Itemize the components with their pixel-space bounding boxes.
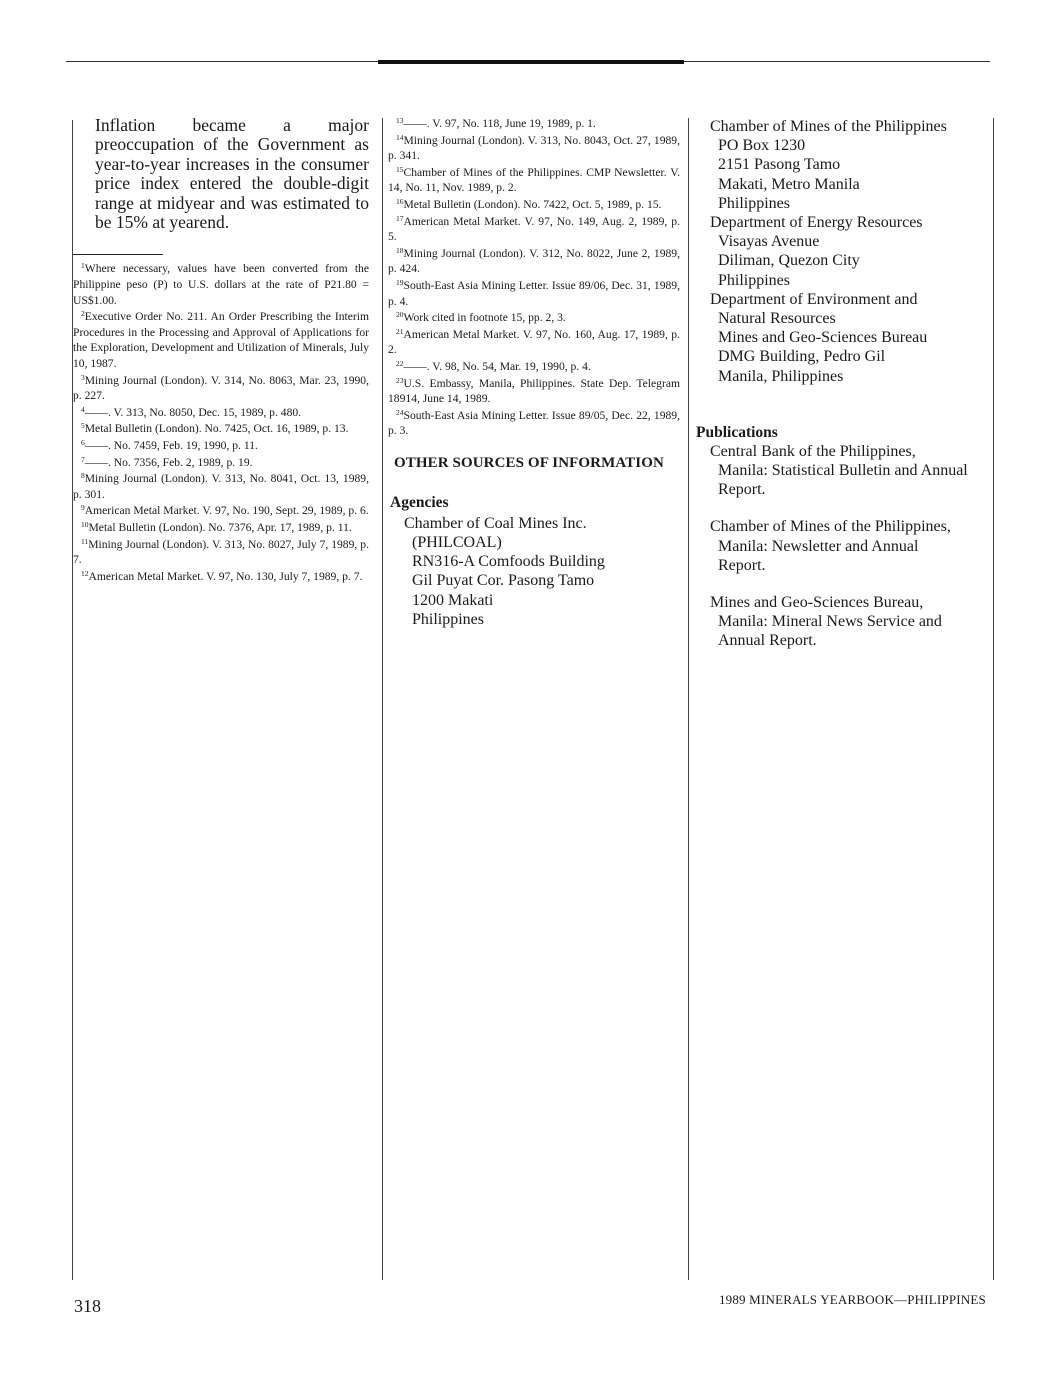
agency-entry — [404, 514, 680, 629]
footnote-number: 10 — [81, 519, 89, 529]
agency-entry-line: Manila, Philippines — [718, 367, 844, 385]
footnote-text: ——. No. 7356, Feb. 2, 1989, p. 19. — [84, 455, 253, 469]
footnote — [73, 373, 369, 404]
footnote — [388, 327, 680, 358]
agency-entry-line: Mines and Geo-Sciences Bureau — [718, 329, 928, 347]
publication-entry-line: Manila: Statistical Bulletin and Annual — [718, 462, 968, 480]
footnote — [388, 408, 680, 439]
publication-entry-line: Mines and Geo-Sciences Bureau, — [710, 594, 924, 612]
footnote-text: South-East Asia Mining Letter. Issue 89/05, Dec. 22, 1989, p. 3. — [388, 408, 680, 438]
footnote-text: Mining Journal (London). V. 313, No. 8043, Oct. 27, 1989, p. 341. — [388, 133, 680, 163]
footnote — [73, 569, 369, 585]
footnote-text: ——. No. 7459, Feb. 19, 1990, p. 11. — [84, 438, 258, 452]
agency-entry-line: RN316-A Comfoods Building — [412, 553, 605, 571]
footnote-number: 8 — [81, 471, 85, 481]
agency-entry-line: Philippines — [718, 194, 791, 212]
footnote-number: 18 — [396, 245, 404, 255]
footnote — [388, 278, 680, 309]
publication-entry-line: Chamber of Mines of the Philippines, — [710, 518, 951, 536]
footnote-number: 16 — [396, 196, 404, 206]
footnote-text: Mining Journal (London). V. 312, No. 8022, June 2, 1989, p. 424. — [388, 246, 680, 276]
footnote-number: 11 — [81, 536, 89, 546]
footnote — [73, 421, 369, 437]
footnote-number: 12 — [81, 568, 89, 578]
footnote-number: 21 — [396, 326, 404, 336]
footnote-number: 6 — [81, 437, 85, 447]
footnote — [388, 214, 680, 245]
agency-entry — [710, 213, 988, 290]
footnote — [388, 165, 680, 196]
footnote — [73, 438, 369, 454]
footnote — [388, 310, 680, 326]
footnote-number: 2 — [81, 309, 85, 319]
agency-list-right — [696, 117, 988, 386]
footnote — [73, 405, 369, 421]
agency-entry-line: (PHILCOAL) — [412, 534, 502, 552]
footnote — [73, 520, 369, 536]
footnote-number: 17 — [396, 213, 404, 223]
top-rule-accent — [378, 60, 684, 64]
agency-entry-line: Visayas Avenue — [718, 233, 820, 251]
footnotes-left — [73, 261, 369, 584]
footnote-text: Metal Bulletin (London). No. 7422, Oct. 5, 1989, p. 15. — [403, 197, 662, 211]
footnote-text: Work cited in footnote 15, pp. 2, 3. — [403, 311, 566, 325]
agency-entry — [710, 290, 988, 386]
footnote — [388, 359, 680, 375]
footnote-text: U.S. Embassy, Manila, Philippines. State Dep. Telegram 18914, June 14, 1989. — [388, 376, 680, 406]
running-footer: 1989 MINERALS YEARBOOK—PHILIPPINES — [718, 1292, 986, 1307]
footnote-text: American Metal Market. V. 97, No. 160, Aug. 17, 1989, p. 2. — [388, 327, 680, 357]
publications-heading: Publications — [696, 423, 778, 441]
publication-entry-line: Annual Report. — [718, 632, 817, 650]
footnote — [388, 133, 680, 164]
footnote-text: Executive Order No. 211. An Order Prescribing the Interim Procedures in the Processing and Approval of Applications for the Exploration, Development and Utilization of Minerals, July 10, 1987. — [73, 310, 369, 370]
footnote-separator — [73, 254, 163, 255]
publication-entry-line: Report. — [718, 481, 766, 499]
agency-entry-line: PO Box 1230 — [718, 137, 806, 155]
agency-entry-line: Chamber of Mines of the Philippines — [710, 118, 947, 135]
agency-entry-line: Natural Resources — [718, 310, 836, 328]
footnote-number: 5 — [81, 421, 85, 431]
column-right — [696, 117, 988, 669]
agency-entry — [710, 117, 988, 213]
footnote-number: 23 — [396, 375, 404, 385]
other-sources-heading: OTHER SOURCES OF INFORMATION — [394, 454, 664, 471]
column-divider-middle — [382, 118, 383, 1280]
agencies-heading: Agencies — [390, 493, 449, 511]
footnote-text: ——. V. 313, No. 8050, Dec. 15, 1989, p. 480. — [84, 405, 302, 419]
footnote-number: 14 — [396, 132, 404, 142]
footnote-text: Mining Journal (London). V. 314, No. 8063, Mar. 23, 1990, p. 227. — [73, 373, 369, 403]
page-number: 318 — [74, 1296, 101, 1316]
agency-entry-line: Chamber of Coal Mines Inc. — [404, 514, 587, 532]
agency-entry-line: DMG Building, Pedro Gil — [718, 348, 886, 366]
publication-entry-line: Manila: Newsletter and Annual — [718, 537, 919, 555]
agency-entry-line: Department of Energy Resources — [710, 214, 923, 232]
agency-list-middle — [388, 514, 680, 629]
footnote — [388, 376, 680, 407]
footnote-number: 19 — [396, 277, 404, 287]
footnote-number: 13 — [396, 116, 404, 125]
footnotes-middle — [388, 116, 680, 439]
footnote-text: Mining Journal (London). V. 313, No. 8041, Oct. 13, 1989, p. 301. — [73, 472, 369, 501]
footnote-text: Where necessary, values have been converted from the Philippine peso (P) to U.S. dollars at the rate of P21.80 = US$1.00. — [73, 262, 369, 307]
agency-entry-line: Department of Environment and — [710, 290, 918, 308]
footnote — [73, 471, 369, 502]
publication-entry-line: Manila: Mineral News Service and — [718, 613, 942, 631]
publication-entry-line: Report. — [718, 556, 766, 574]
agency-entry-line: Gil Puyat Cor. Pasong Tamo — [412, 572, 595, 590]
publication-entry — [710, 593, 988, 651]
agency-entry-line: Philippines — [412, 610, 485, 628]
footnote-number: 20 — [396, 310, 404, 320]
footnote-text: South-East Asia Mining Letter. Issue 89/06, Dec. 31, 1989, p. 4. — [388, 278, 680, 308]
footnote-number: 15 — [396, 164, 404, 174]
footnote-number: 4 — [81, 404, 85, 414]
footnote-number: 22 — [396, 358, 404, 368]
publication-list — [696, 442, 988, 651]
footnote — [388, 197, 680, 213]
footnote-text: Metal Bulletin (London). No. 7425, Oct. 16, 1989, p. 13. — [84, 422, 349, 436]
footnote-text: ——. V. 98, No. 54, Mar. 19, 1990, p. 4. — [403, 359, 591, 373]
agency-entry-line: Diliman, Quezon City — [718, 252, 860, 270]
footnote — [388, 116, 680, 132]
column-left — [73, 116, 369, 585]
footnote — [388, 246, 680, 277]
agency-entry-line: Makati, Metro Manila — [718, 175, 860, 193]
agency-entry-line: 2151 Pasong Tamo — [718, 156, 841, 174]
column-divider-right — [688, 118, 689, 1280]
footnote — [73, 261, 369, 308]
footnote-text: Metal Bulletin (London). No. 7376, Apr. 17, 1989, p. 11. — [88, 520, 352, 534]
footnote — [73, 537, 369, 568]
footnote-text: ——. V. 97, No. 118, June 19, 1989, p. 1. — [403, 117, 596, 130]
footnote-number: 1 — [81, 261, 85, 271]
column-middle — [388, 116, 680, 629]
footnote-number: 3 — [81, 372, 85, 382]
agency-entry-line: Philippines — [718, 271, 791, 289]
column-divider-outer — [993, 118, 994, 1280]
footnote-text: American Metal Market. V. 97, No. 130, July 7, 1989, p. 7. — [88, 569, 363, 583]
footnote-text: American Metal Market. V. 97, No. 149, Aug. 2, 1989, p. 5. — [388, 214, 680, 244]
footnote — [73, 309, 369, 371]
agency-entry-line: 1200 Makati — [412, 591, 494, 609]
footnote-text: American Metal Market. V. 97, No. 190, Sept. 29, 1989, p. 6. — [84, 504, 369, 518]
footnote-number: 24 — [396, 407, 404, 417]
publication-entry-line: Central Bank of the Philippines, — [710, 442, 916, 460]
publication-entry — [710, 442, 988, 500]
publication-entry — [710, 517, 988, 575]
footnote-number: 7 — [81, 454, 85, 464]
footnote-number: 9 — [81, 503, 85, 513]
footnote — [73, 455, 369, 471]
footnote-text: Mining Journal (London). V. 313, No. 8027, July 7, 1989, p. 7. — [73, 537, 369, 567]
footnote-text: Chamber of Mines of the Philippines. CMP Newsletter. V. 14, No. 11, Nov. 1989, p. 2. — [388, 165, 680, 195]
intro-paragraph: Inflation became a major preoccupation of the Government as year-to-year increases in the consumer price index entered the double-digit range at midyear and was estimated to be 15% at yearend. — [95, 115, 369, 233]
footnote — [73, 503, 369, 519]
